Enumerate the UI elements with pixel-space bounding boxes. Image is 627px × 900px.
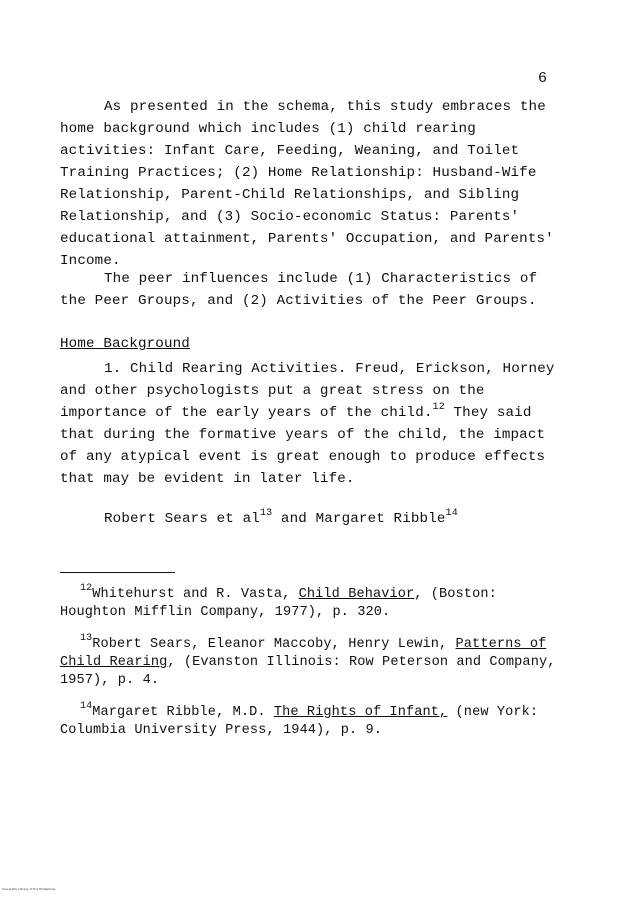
paragraph-child-rearing bbox=[60, 358, 570, 490]
body-paragraph-3 bbox=[60, 358, 570, 490]
paragraph-peer-influences: The peer influences include (1) Characteristics of the Peer Groups, and (2) Activities of the Peer Groups. bbox=[60, 271, 538, 309]
body-paragraph-2 bbox=[60, 268, 570, 312]
paragraph-4-text-b: and Margaret Ribble bbox=[272, 511, 446, 527]
footnote-ref-14: 14 bbox=[445, 508, 458, 519]
paragraph-sears-ribble bbox=[60, 508, 570, 530]
footnote-14-title: The Rights of Infant, bbox=[273, 705, 448, 720]
footnote-12-post: , (Boston: Houghton Mifflin Company, 1977), p. 320. bbox=[60, 587, 497, 620]
footnote-12-number: 12 bbox=[80, 583, 93, 594]
page-number: 6 bbox=[538, 70, 548, 87]
footnote-14 bbox=[60, 701, 570, 740]
paragraph-schema: As presented in the schema, this study embraces the home background which includes (1) child rearing activities: Infant Care, Feeding, Weaning, and Toilet Training Practices; (2) Home Relationship: Husband-Wife Relationship, Parent-Child Relationships, and Sibling Relationship, and (3) Socio-economic Status: Parents' educational attainment, Parents' Occupation, and Parents' Income. bbox=[60, 99, 554, 269]
footnote-13-post: , (Evanston Illinois: Row Peterson and Company, 1957), p. 4. bbox=[60, 655, 556, 688]
section-heading-block bbox=[60, 333, 570, 355]
footnote-13-number: 13 bbox=[80, 633, 93, 644]
footnote-divider bbox=[60, 572, 175, 573]
footnote-12 bbox=[60, 583, 570, 622]
footnote-14-number: 14 bbox=[80, 701, 93, 712]
footnote-12-pre: Whitehurst and R. Vasta, bbox=[92, 587, 299, 602]
body-paragraph-1 bbox=[60, 96, 570, 272]
footnote-13 bbox=[60, 633, 570, 690]
paragraph-3-text-b: They said that during the formative years of the child, the impact of any atypical event is great enough to produce effects that may be evident in later life. bbox=[60, 405, 546, 487]
footnote-13-title: Patterns of Child Rearing bbox=[60, 637, 547, 670]
footnote-14-pre: Margaret Ribble, M.D. bbox=[92, 705, 274, 720]
body-paragraph-4 bbox=[60, 508, 570, 530]
footnote-13-pre: Robert Sears, Eleanor Maccoby, Henry Lewin, bbox=[92, 637, 456, 652]
footnote-ref-12: 12 bbox=[432, 402, 445, 413]
footnote-12-title: Child Behavior bbox=[298, 587, 415, 602]
section-heading: Home Background bbox=[60, 336, 190, 352]
footnotes-block bbox=[60, 583, 570, 754]
footnote-14-post: (new York: Columbia University Press, 1944), p. 9. bbox=[60, 705, 539, 738]
paragraph-3-text-a: 1. Child Rearing Activities. Freud, Erickson, Horney and other psychologists put a great stress on the importance of the early years of the child. bbox=[60, 361, 555, 421]
paragraph-4-text-a: Robert Sears et al bbox=[104, 511, 260, 527]
footnote-ref-13: 13 bbox=[259, 508, 273, 519]
library-stamp: University Library of the Philippines bbox=[2, 887, 56, 891]
